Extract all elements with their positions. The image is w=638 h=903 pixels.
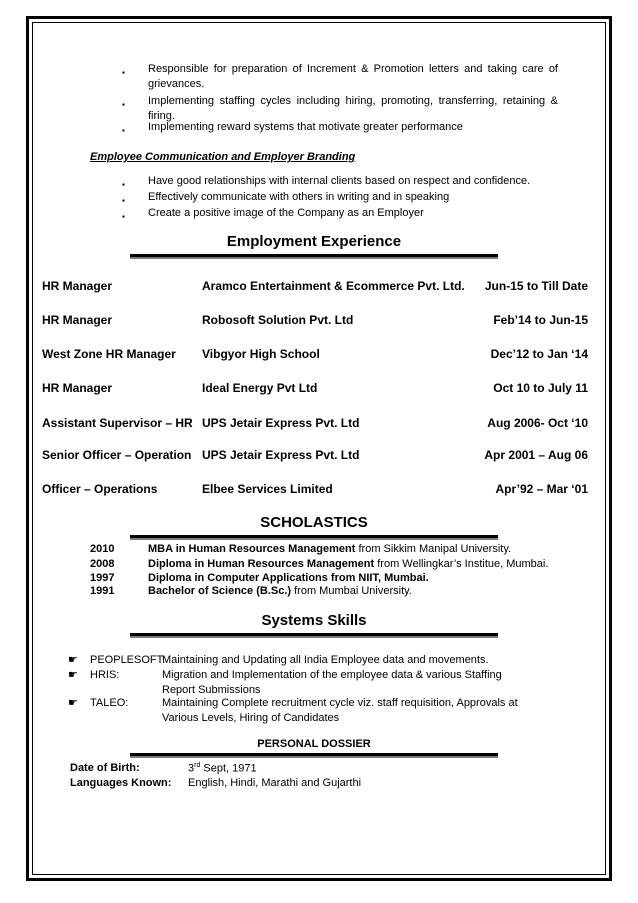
square-bullet-icon: ▪	[122, 180, 125, 189]
skill-label: PEOPLESOFT:	[90, 654, 166, 666]
skill-label: TALEO:	[90, 697, 129, 709]
systems-skills-title: Systems Skills	[261, 612, 367, 629]
section-divider	[130, 633, 498, 636]
education-year: 1991	[90, 585, 115, 597]
scholastics-title: SCHOLASTICS	[260, 514, 368, 531]
dob-label: Date of Birth:	[70, 762, 140, 774]
skill-description: Maintaining Complete recruitment cycle viz. staff requisition, Approvals at Various Levels, Hiring of Candidates	[162, 697, 518, 724]
square-bullet-icon: ▪	[122, 196, 125, 205]
languages-label: Languages Known:	[70, 777, 172, 789]
section-divider	[130, 753, 498, 756]
institution-text: from Wellingkar’s Institue, Mumbai.	[374, 558, 549, 570]
pointing-hand-icon: ☛	[68, 697, 78, 709]
job-role: West Zone HR Manager	[42, 347, 176, 361]
job-role: Senior Officer – Operation	[42, 448, 192, 462]
list-item-text: Responsible for preparation of Increment & Promotion letters and taking care of grievances.	[148, 63, 558, 90]
square-bullet-icon: ▪	[122, 212, 125, 221]
job-company: Vibgyor High School	[202, 347, 320, 361]
education-detail	[148, 585, 412, 597]
degree-name: Diploma in Computer Applications from NIIT, Mumbai.	[148, 572, 429, 584]
job-role: HR Manager	[42, 313, 113, 327]
list-item	[122, 174, 562, 189]
education-year: 2010	[90, 543, 115, 555]
pointing-hand-icon: ☛	[68, 669, 78, 681]
education-year: 2008	[90, 558, 115, 570]
job-period: Dec’12 to Jan ‘14	[490, 347, 588, 361]
square-bullet-icon: ▪	[122, 100, 125, 109]
job-role: Officer – Operations	[42, 482, 158, 496]
job-period: Aug 2006- Oct ‘10	[487, 416, 588, 430]
degree-name: MBA in Human Resources Management	[148, 543, 356, 555]
degree-name: Bachelor of Science (B.Sc.)	[148, 585, 292, 597]
list-item	[122, 120, 562, 135]
section-divider	[130, 535, 498, 538]
list-item	[122, 206, 562, 221]
square-bullet-icon: ▪	[122, 68, 125, 77]
dob-rest: Sept, 1971	[200, 762, 257, 775]
list-item-text: Create a positive image of the Company as an Employer	[148, 207, 424, 219]
education-detail	[148, 572, 429, 584]
dob-suffix: rd	[194, 762, 201, 769]
education-detail	[148, 543, 511, 555]
list-item	[122, 190, 562, 205]
skill-label: HRIS:	[90, 669, 120, 681]
employment-title: Employment Experience	[226, 233, 402, 250]
education-detail	[148, 558, 548, 570]
degree-name: Diploma in Human Resources Management	[148, 558, 375, 570]
job-role: HR Manager	[42, 279, 113, 293]
pointing-hand-icon: ☛	[68, 654, 78, 666]
list-item-text: Have good relationships with internal clients based on respect and confidence.	[148, 175, 531, 187]
institution-text: from Sikkim Manipal University.	[355, 543, 512, 555]
list-item-text: Implementing reward systems that motivate greater performance	[148, 121, 463, 133]
job-company: Aramco Entertainment & Ecommerce Pvt. Ltd.	[202, 279, 465, 293]
job-role: Assistant Supervisor – HR	[42, 416, 193, 430]
list-item-text: Implementing staffing cycles including hiring, promoting, transferring, retaining & firing.	[148, 95, 558, 122]
job-company: Robosoft Solution Pvt. Ltd	[202, 313, 354, 327]
list-item-text: Effectively communicate with others in writing and in speaking	[148, 191, 450, 203]
institution-text: from Mumbai University.	[291, 585, 412, 597]
dob-day: 3	[188, 762, 195, 775]
job-company: Ideal Energy Pvt Ltd	[202, 381, 318, 395]
dob-value	[188, 762, 257, 775]
personal-dossier-title: PERSONAL DOSSIER	[257, 738, 371, 750]
skill-description: Migration and Implementation of the employee data & various Staffing Report Submissions	[162, 669, 502, 696]
skill-description: Maintaining and Updating all India Employee data and movements.	[162, 654, 489, 666]
job-period: Feb’14 to Jun-15	[493, 313, 588, 327]
square-bullet-icon: ▪	[122, 126, 125, 135]
job-period: Apr 2001 – Aug 06	[484, 448, 588, 462]
job-period: Apr’92 – Mar ‘01	[495, 482, 588, 496]
languages-value: English, Hindi, Marathi and Gujarthi	[188, 777, 362, 789]
job-period: Oct 10 to July 11	[493, 381, 588, 395]
job-company: UPS Jetair Express Pvt. Ltd	[202, 448, 360, 462]
job-role: HR Manager	[42, 381, 113, 395]
job-company: Elbee Services Limited	[202, 482, 333, 496]
job-period: Jun-15 to Till Date	[484, 279, 588, 293]
branding-heading: Employee Communication and Employer Branding	[90, 151, 356, 163]
education-year: 1997	[90, 572, 115, 584]
job-company: UPS Jetair Express Pvt. Ltd	[202, 416, 360, 430]
list-item	[122, 62, 562, 92]
section-divider	[130, 254, 498, 257]
